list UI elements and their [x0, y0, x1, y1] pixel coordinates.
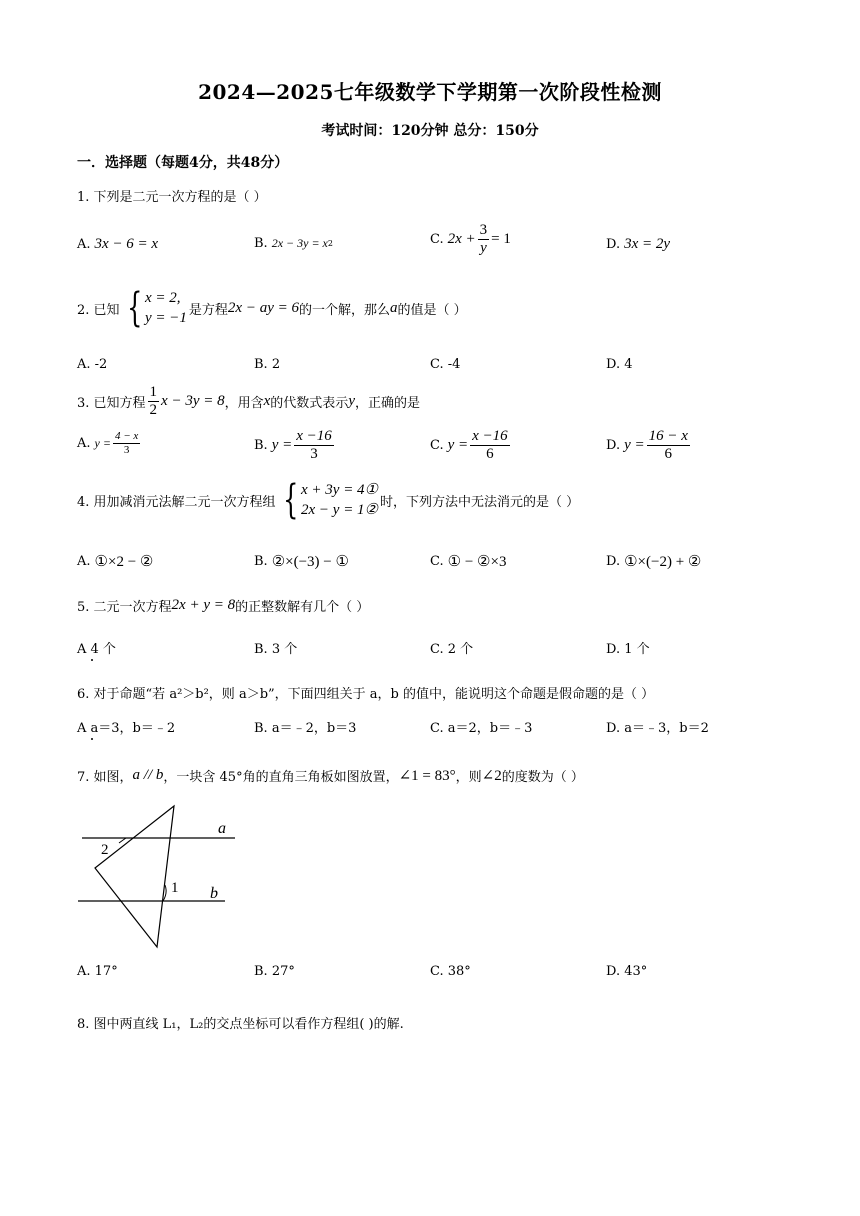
system-row-2: 2x − y = 1②: [301, 502, 379, 519]
q7-option-a[interactable]: A. 17°: [77, 964, 118, 979]
fraction: [294, 428, 334, 464]
q1-option-d[interactable]: [606, 236, 670, 253]
angle-2: ∠2: [481, 768, 502, 784]
fraction-numerator: 16 − x: [647, 428, 690, 446]
option-expression: ②×(−3) − ①: [271, 554, 349, 570]
q1-option-b[interactable]: [254, 236, 333, 251]
q1-option-a[interactable]: [77, 236, 158, 253]
section-heading: 一．选择题（每题4分，共48分）: [77, 155, 289, 171]
question-4-stem: [77, 477, 580, 524]
question-text: 的正整数解有几个（ ）: [235, 600, 370, 615]
fraction: [113, 430, 140, 456]
option-label: B.: [254, 438, 268, 454]
equation: x − 3y = 8: [161, 393, 225, 410]
equation: 2x + y = 8: [171, 597, 236, 613]
variable: a: [390, 299, 398, 316]
dot-mark: [91, 738, 93, 740]
dot-mark: [91, 659, 93, 661]
fraction: [647, 428, 690, 464]
fraction-numerator: 3: [478, 222, 490, 240]
fraction-denominator: 3: [310, 446, 318, 463]
option-expression-post: = 1: [491, 231, 511, 248]
question-text: 的值是（ ）: [397, 302, 467, 318]
q6-option-a[interactable]: A a＝3，b＝﹣2: [77, 721, 176, 736]
option-label: B.: [254, 554, 268, 569]
fraction-denominator: 2: [149, 402, 158, 419]
q3-option-c[interactable]: [430, 428, 512, 464]
option-exponent: 2: [327, 239, 333, 248]
q5-option-d[interactable]: D. 1 个: [606, 642, 650, 657]
question-3-stem: [77, 384, 420, 420]
option-label: C.: [430, 554, 444, 569]
q7-option-c[interactable]: C. 38°: [430, 964, 471, 979]
q6-option-d[interactable]: D. a＝﹣3，b＝2: [606, 721, 709, 736]
q5-option-c[interactable]: C. 2 个: [430, 642, 474, 657]
option-expression: ①×(−2) + ②: [624, 554, 702, 570]
exam-info: 考试时间：120分钟 总分：150分: [321, 123, 539, 139]
equation-system: { x = 2, y = −1: [126, 285, 187, 332]
fraction-denominator: 6: [486, 446, 494, 463]
option-expression: 3x = 2y: [624, 236, 671, 252]
question-number: 5. 二元一次方程: [77, 600, 172, 615]
question-text: 是方程: [188, 302, 228, 318]
question-text: 的代数式表示: [270, 396, 349, 412]
fig-label-1: 1: [171, 880, 179, 896]
question-number: 2. 已知: [77, 302, 120, 318]
q4-option-c[interactable]: [430, 552, 506, 571]
variable: y: [348, 393, 355, 410]
option-label: A.: [77, 554, 91, 569]
q6-option-b[interactable]: B. a＝﹣2，b＝3: [254, 721, 357, 736]
fraction-numerator: 4 − x: [114, 430, 139, 442]
option-label: D.: [606, 554, 621, 569]
question-text: ，则: [455, 770, 482, 785]
fraction: [478, 222, 490, 258]
option-expression: ①×2 − ②: [94, 554, 154, 570]
fig-label-a: a: [218, 820, 226, 837]
question-number: 3. 已知方程: [77, 396, 146, 412]
fraction-numerator: 1: [148, 384, 160, 402]
q3-option-d[interactable]: [606, 428, 692, 464]
question-6-stem: 6. 对于命题“若 a²＞b²，则 a＞b”，下面四组关于 a，b 的值中，能说明这个命题是假命题的是（ ）: [77, 687, 655, 702]
question-text: 时，下列方法中无法消元的是（ ）: [380, 494, 580, 510]
question-text: ，用含: [224, 396, 264, 412]
fraction: [470, 428, 510, 464]
triangle-ruler: [95, 806, 174, 947]
system-row-1: x = 2,: [145, 290, 181, 306]
fraction: [148, 384, 160, 420]
fraction-denominator: y: [480, 240, 487, 257]
variable: x: [263, 393, 271, 410]
option-label: D.: [606, 237, 621, 252]
q2-option-b[interactable]: B. 2: [254, 357, 281, 372]
option-label: B.: [254, 236, 268, 251]
option-lhs: y =: [271, 437, 293, 454]
fraction-numerator: x −16: [294, 428, 334, 446]
q2-option-a[interactable]: A. -2: [77, 357, 108, 372]
question-5-stem: [77, 596, 369, 615]
option-lhs: y =: [447, 437, 469, 454]
question-text: ，正确的是: [354, 396, 420, 412]
q3-option-a[interactable]: [77, 430, 142, 456]
parallel-lines-triangle-figure: [70, 800, 250, 955]
option-label: C.: [430, 232, 444, 248]
equation-system: { x + 3y = 4① 2x − y = 1②: [282, 477, 379, 524]
q4-option-a[interactable]: [77, 552, 153, 571]
option-label: C.: [430, 438, 444, 454]
fig-label-2: 2: [101, 842, 109, 858]
option-label: A.: [77, 435, 91, 451]
q6-option-c[interactable]: C. a＝2，b＝﹣3: [430, 721, 533, 736]
q3-option-b[interactable]: [254, 428, 336, 464]
question-text: 的度数为（ ）: [501, 770, 584, 785]
fraction-numerator: x −16: [470, 428, 510, 446]
system-row-2: y = −1: [145, 310, 187, 327]
q2-option-c[interactable]: C. -4: [430, 357, 461, 372]
question-number: 4. 用加减消元法解二元一次方程组: [77, 494, 276, 510]
option-expression: 2x − 3y = x: [271, 236, 328, 250]
fraction-denominator: 6: [664, 446, 673, 463]
question-8-stem: 8. 图中两直线 L₁，L₂的交点坐标可以看作方程组( )的解.: [77, 1017, 404, 1032]
option-expression: 3x − 6 = x: [94, 236, 159, 252]
q7-option-d[interactable]: D. 43°: [606, 964, 648, 979]
q2-option-d[interactable]: D. 4: [606, 357, 633, 372]
system-row-1: x + 3y = 4①: [301, 482, 379, 498]
question-7-stem: [77, 766, 584, 785]
option-label: A.: [77, 237, 91, 252]
option-lhs: y =: [94, 435, 111, 450]
question-1-stem: 1. 下列是二元一次方程的是（ ）: [77, 190, 267, 205]
angle-2-arc: [119, 838, 126, 843]
page-title: 2024—2025七年级数学下学期第一次阶段性检测: [198, 80, 662, 104]
option-expression: ① − ②×3: [447, 554, 507, 570]
option-lhs: y =: [624, 437, 645, 454]
question-number: 7. 如图，: [77, 770, 133, 785]
q1-option-c[interactable]: [430, 222, 511, 258]
option-expression-pre: 2x +: [447, 231, 476, 248]
question-text: 的一个解，那么: [298, 302, 390, 318]
option-label: D.: [606, 438, 621, 454]
parallel-statement: a // b: [132, 767, 164, 783]
equation: 2x − ay = 6: [227, 299, 299, 316]
q7-option-b[interactable]: B. 27°: [254, 964, 295, 979]
question-2-stem: [77, 285, 467, 332]
q5-option-a[interactable]: A 4 个: [77, 642, 116, 657]
angle-1-value: ∠1 = 83°: [398, 768, 456, 784]
fraction-denominator: 3: [123, 443, 130, 456]
question-text: ，一块含 45°角的直角三角板如图放置，: [163, 770, 399, 785]
q4-option-b[interactable]: [254, 552, 349, 571]
q4-option-d[interactable]: [606, 552, 701, 571]
q5-option-b[interactable]: B. 3 个: [254, 642, 298, 657]
fig-label-b: b: [210, 885, 218, 902]
